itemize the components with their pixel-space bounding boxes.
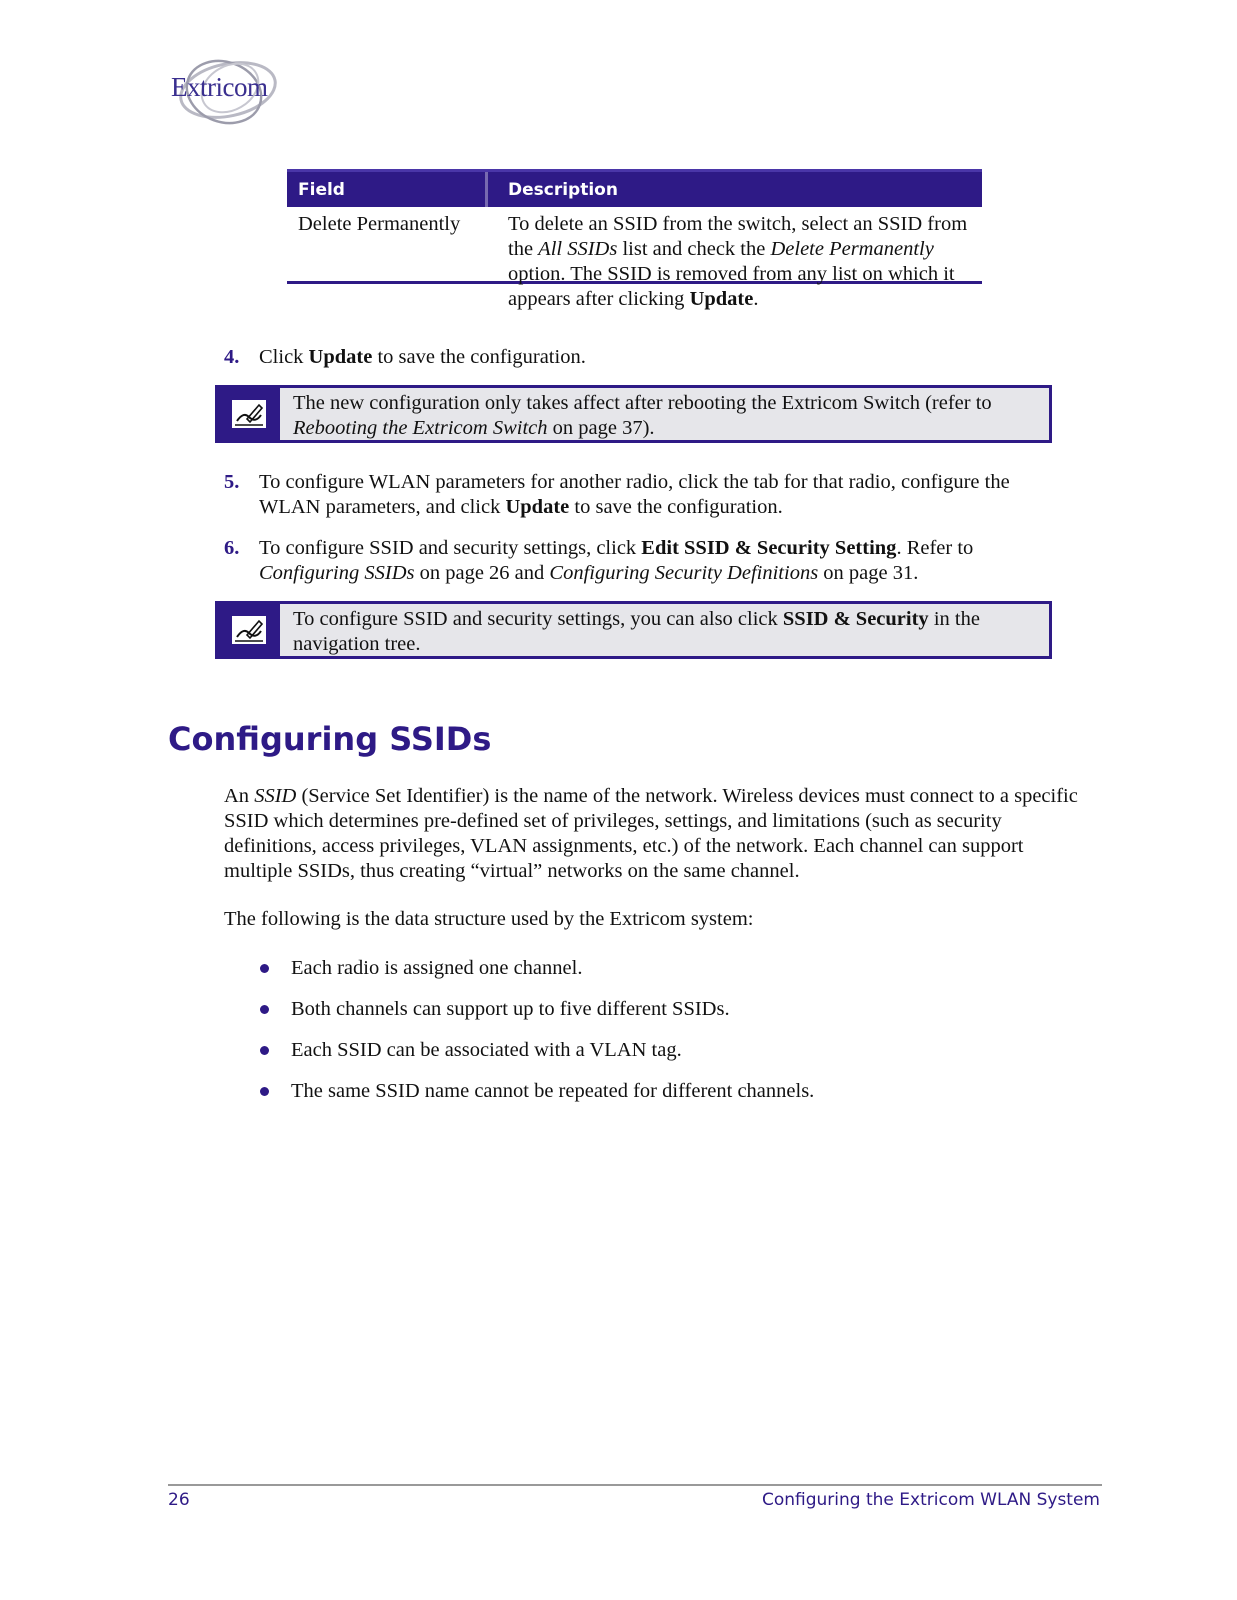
step-number: 5. <box>224 471 240 493</box>
writing-hand-icon <box>229 613 269 647</box>
chapter-title: Configuring the Extricom WLAN System <box>761 1490 1100 1510</box>
link-configuring-security: Configuring Security Definitions <box>549 562 819 584</box>
note-icon-box <box>218 388 280 440</box>
intro-paragraph: An SSID (Service Set Identifier) is the name of the network. Wireless devices must connect to a specific SSID which determines pre-defined set of privileges, settings, and limitations (such as security definitions, access privileges, VLAN assignments, etc.) of the network. Each channel can support multiple SSIDs, thus creating “virtual” networks on the same channel. <box>224 785 1078 882</box>
bullet-icon <box>260 1046 269 1055</box>
logo-text: Extricom <box>171 72 268 102</box>
bullet-icon <box>260 1005 269 1014</box>
section-heading: Configuring SSIDs <box>168 720 492 758</box>
step-number: 6. <box>224 537 240 559</box>
table-row <box>287 169 982 310</box>
page-number: 26 <box>168 1490 190 1510</box>
step-text: To configure WLAN parameters for another radio, click the tab for that radio, configure the WLAN parameters, and click Update to save the configuration. <box>259 471 1010 518</box>
column-header-field: Field <box>298 180 345 200</box>
extricom-logo <box>166 52 282 130</box>
bullet-icon <box>260 964 269 973</box>
column-header-description: Description <box>508 180 618 200</box>
structure-paragraph: The following is the data structure used by the Extricom system: <box>224 908 754 930</box>
step-text: To configure SSID and security settings, click Edit SSID & Security Setting. Refer to Configuring SSIDs on page 26 and Configuring Security Definitions on page 31. <box>259 537 974 584</box>
bullet-icon <box>260 1087 269 1096</box>
note-text: To configure SSID and security settings, you can also click SSID & Security in the navigation tree. <box>293 608 980 655</box>
cell-description: To delete an SSID from the switch, select an SSID from the All SSIDs list and check the Delete Permanently option. The SSID is removed from any list on which it appears after clicking Update. <box>508 213 968 310</box>
link-configuring-ssids: Configuring SSIDs <box>259 562 415 584</box>
note-box <box>215 601 1052 659</box>
note-text: The new configuration only takes affect after rebooting the Extricom Switch (refer to Rebooting the Extricom Switch on page 37). <box>293 392 992 439</box>
writing-hand-icon <box>229 397 269 431</box>
note-box <box>215 385 1052 443</box>
step-number: 4. <box>224 346 240 368</box>
step-text: Click Update to save the configuration. <box>259 346 586 368</box>
footer-divider <box>168 1484 1102 1486</box>
cell-field: Delete Permanently <box>298 213 461 235</box>
note-icon-box <box>218 604 280 656</box>
